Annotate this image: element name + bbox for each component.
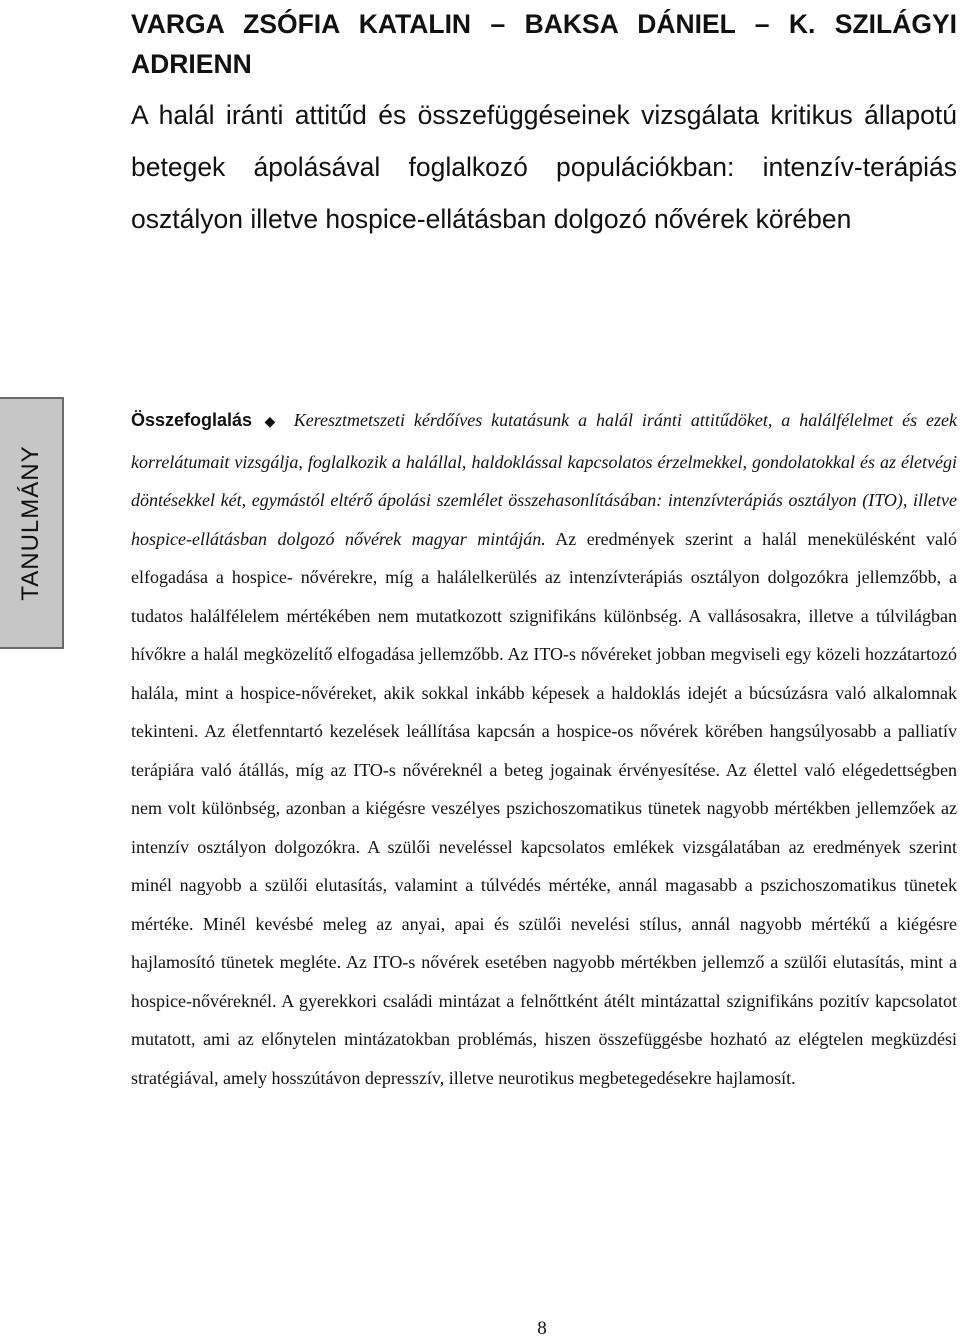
diamond-bullet-icon: ◆ bbox=[260, 415, 280, 430]
side-label-tab bbox=[0, 397, 64, 649]
abstract bbox=[131, 401, 957, 1097]
side-label-text: TANULMÁNY bbox=[17, 445, 44, 601]
article-title: A halál iránti attitűd és összefüggéseinek vizsgálata kritikus állapotú betegek ápolásával foglalkozó populációkban: intenzív-terápiás osztályon illetve hospice-ellátásban dolgozó nővérek körében bbox=[131, 100, 957, 234]
abstract-italic-text: Keresztmetszeti kérdőíves kutatásunk a halál iránti attitűdöket, a halálfélelmet és ezek korrelátumait vizsgálja, foglalkozik a halállal, haldoklással kapcsolatos érzelmekkel, gondolatokkal és az életvégi döntésekkel két, egymástól eltérő ápolási szemlélet összehasonlításában: intenzívterápiás osztályon (ITO), illetve hospice-ellátásban dolgozó nővérek magyar mintáján. bbox=[131, 410, 957, 549]
page-number: 8 bbox=[537, 1318, 547, 1339]
abstract-body-text: Az eredmények szerint a halál menekülésként való elfogadása a hospice- nővérekre, míg a halálelkerülés az intenzívterápiás osztályon dolgozókra jellemzőbb, a tudatos halálfélelem mértékében nem mutatkozott szignifikáns különbség. A vallásosakra, illetve a túlvilágban hívőkre a halál megközelítő elfogadása jellemzőbb. Az ITO-s nővéreket jobban megviseli egy közeli hozzátartozó halála, mint a hospice-nővéreket, akik sokkal inkább képesek a haldoklás idejét a búcsúzásra való alkalomnak tekinteni. Az életfenntartó kezelések leállítása kapcsán a hospice-os nővérek körében hangsúlyosabb a palliatív terápiára való átállás, míg az ITO-s nővéreknél a beteg jogainak érvényesítése. Az élettel való elégedettségben nem volt különbség, azonban a kiégésre veszélyes pszichoszomatikus tünetek nagyobb mértékben jellemzőek az intenzív osztályon dolgozókra. A szülői neveléssel kapcsolatos emlékek vizsgálatában az eredmények szerint minél nagyobb a szülői elutasítás, valamint a túlvédés mértéke, annál magasabb a pszichoszomatikus tünetek mértéke. Minél kevésbé meleg az anyai, apai és szülői nevelési stílus, annál nagyobb mértékű a kiégésre hajlamosító tünetek megléte. Az ITO-s nővérek esetében nagyobb mértékben jellemző a szülői elutasítás, mint a hospice-nővéreknél. A gyerekkori családi mintázat a felnőttként átélt mintázattal szignifikáns pozitív kapcsolatot mutatott, ami az előnytelen mintázatokban problémás, hiszen összefüggésbe hozható az elégtelen megküzdési stratégiával, amely hosszútávon depresszív, illetve neurotikus megbetegedésekre hajlamosít. bbox=[131, 528, 957, 1088]
authors: VARGA ZSÓFIA KATALIN – BAKSA DÁNIEL – K. SZILÁGYI ADRIENN bbox=[131, 9, 957, 79]
abstract-heading: Összefoglalás bbox=[131, 410, 253, 430]
